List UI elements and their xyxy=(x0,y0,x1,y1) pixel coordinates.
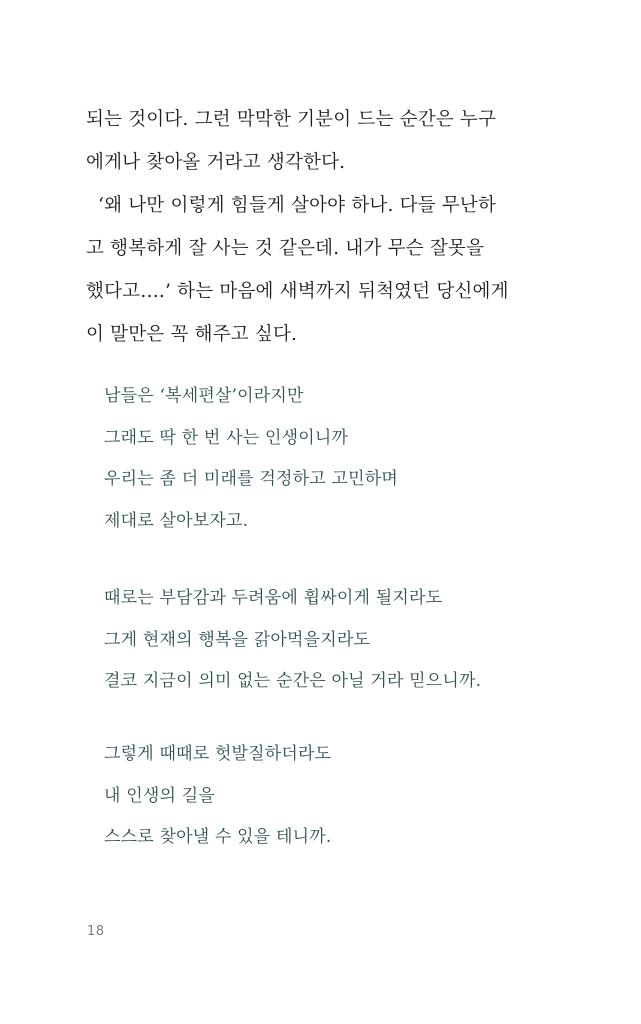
body-paragraphs xyxy=(86,98,606,356)
poem-stanza-2 xyxy=(104,578,584,703)
body-line: 되는 것이다. 그런 막막한 기분이 드는 순간은 누구 xyxy=(86,109,497,130)
body-line: 했다고….’ 하는 마음에 새벽까지 뒤척였던 당신에게 xyxy=(86,281,509,302)
poem-line: 스스로 찾아낼 수 있을 테니까. xyxy=(104,827,332,847)
body-line: 고 행복하게 잘 사는 것 같은데. 내가 무슨 잘못을 xyxy=(86,238,485,259)
poem-stanza-3 xyxy=(104,734,584,859)
body-line: ‘왜 나만 이렇게 힘들게 살아야 하나. 다들 무난하 xyxy=(98,195,497,216)
poem-line: 남들은 ‘복세편살’이라지만 xyxy=(104,386,304,406)
poem-line: 그렇게 때때로 헛발질하더라도 xyxy=(104,744,332,764)
poem-line: 그게 현재의 행복을 갉아먹을지라도 xyxy=(104,629,371,650)
poem-line: 제대로 살아보자고. xyxy=(104,510,249,531)
poem-stanza-1 xyxy=(104,376,584,542)
poem-line: 그래도 딱 한 번 사는 인생이니까 xyxy=(104,427,349,448)
poem-line: 때로는 부담감과 두려움에 휩싸이게 될지라도 xyxy=(104,588,443,608)
poem-line: 우리는 좀 더 미래를 걱정하고 고민하며 xyxy=(104,469,398,489)
body-line: 에게나 찾아올 거라고 생각한다. xyxy=(86,152,346,173)
page-number: 18 xyxy=(87,924,105,939)
poem-line: 내 인생의 길을 xyxy=(104,785,215,806)
poem-line: 결코 지금이 의미 없는 순간은 아닐 거라 믿으니까. xyxy=(104,671,482,691)
body-line: 이 말만은 꼭 해주고 싶다. xyxy=(86,324,298,345)
